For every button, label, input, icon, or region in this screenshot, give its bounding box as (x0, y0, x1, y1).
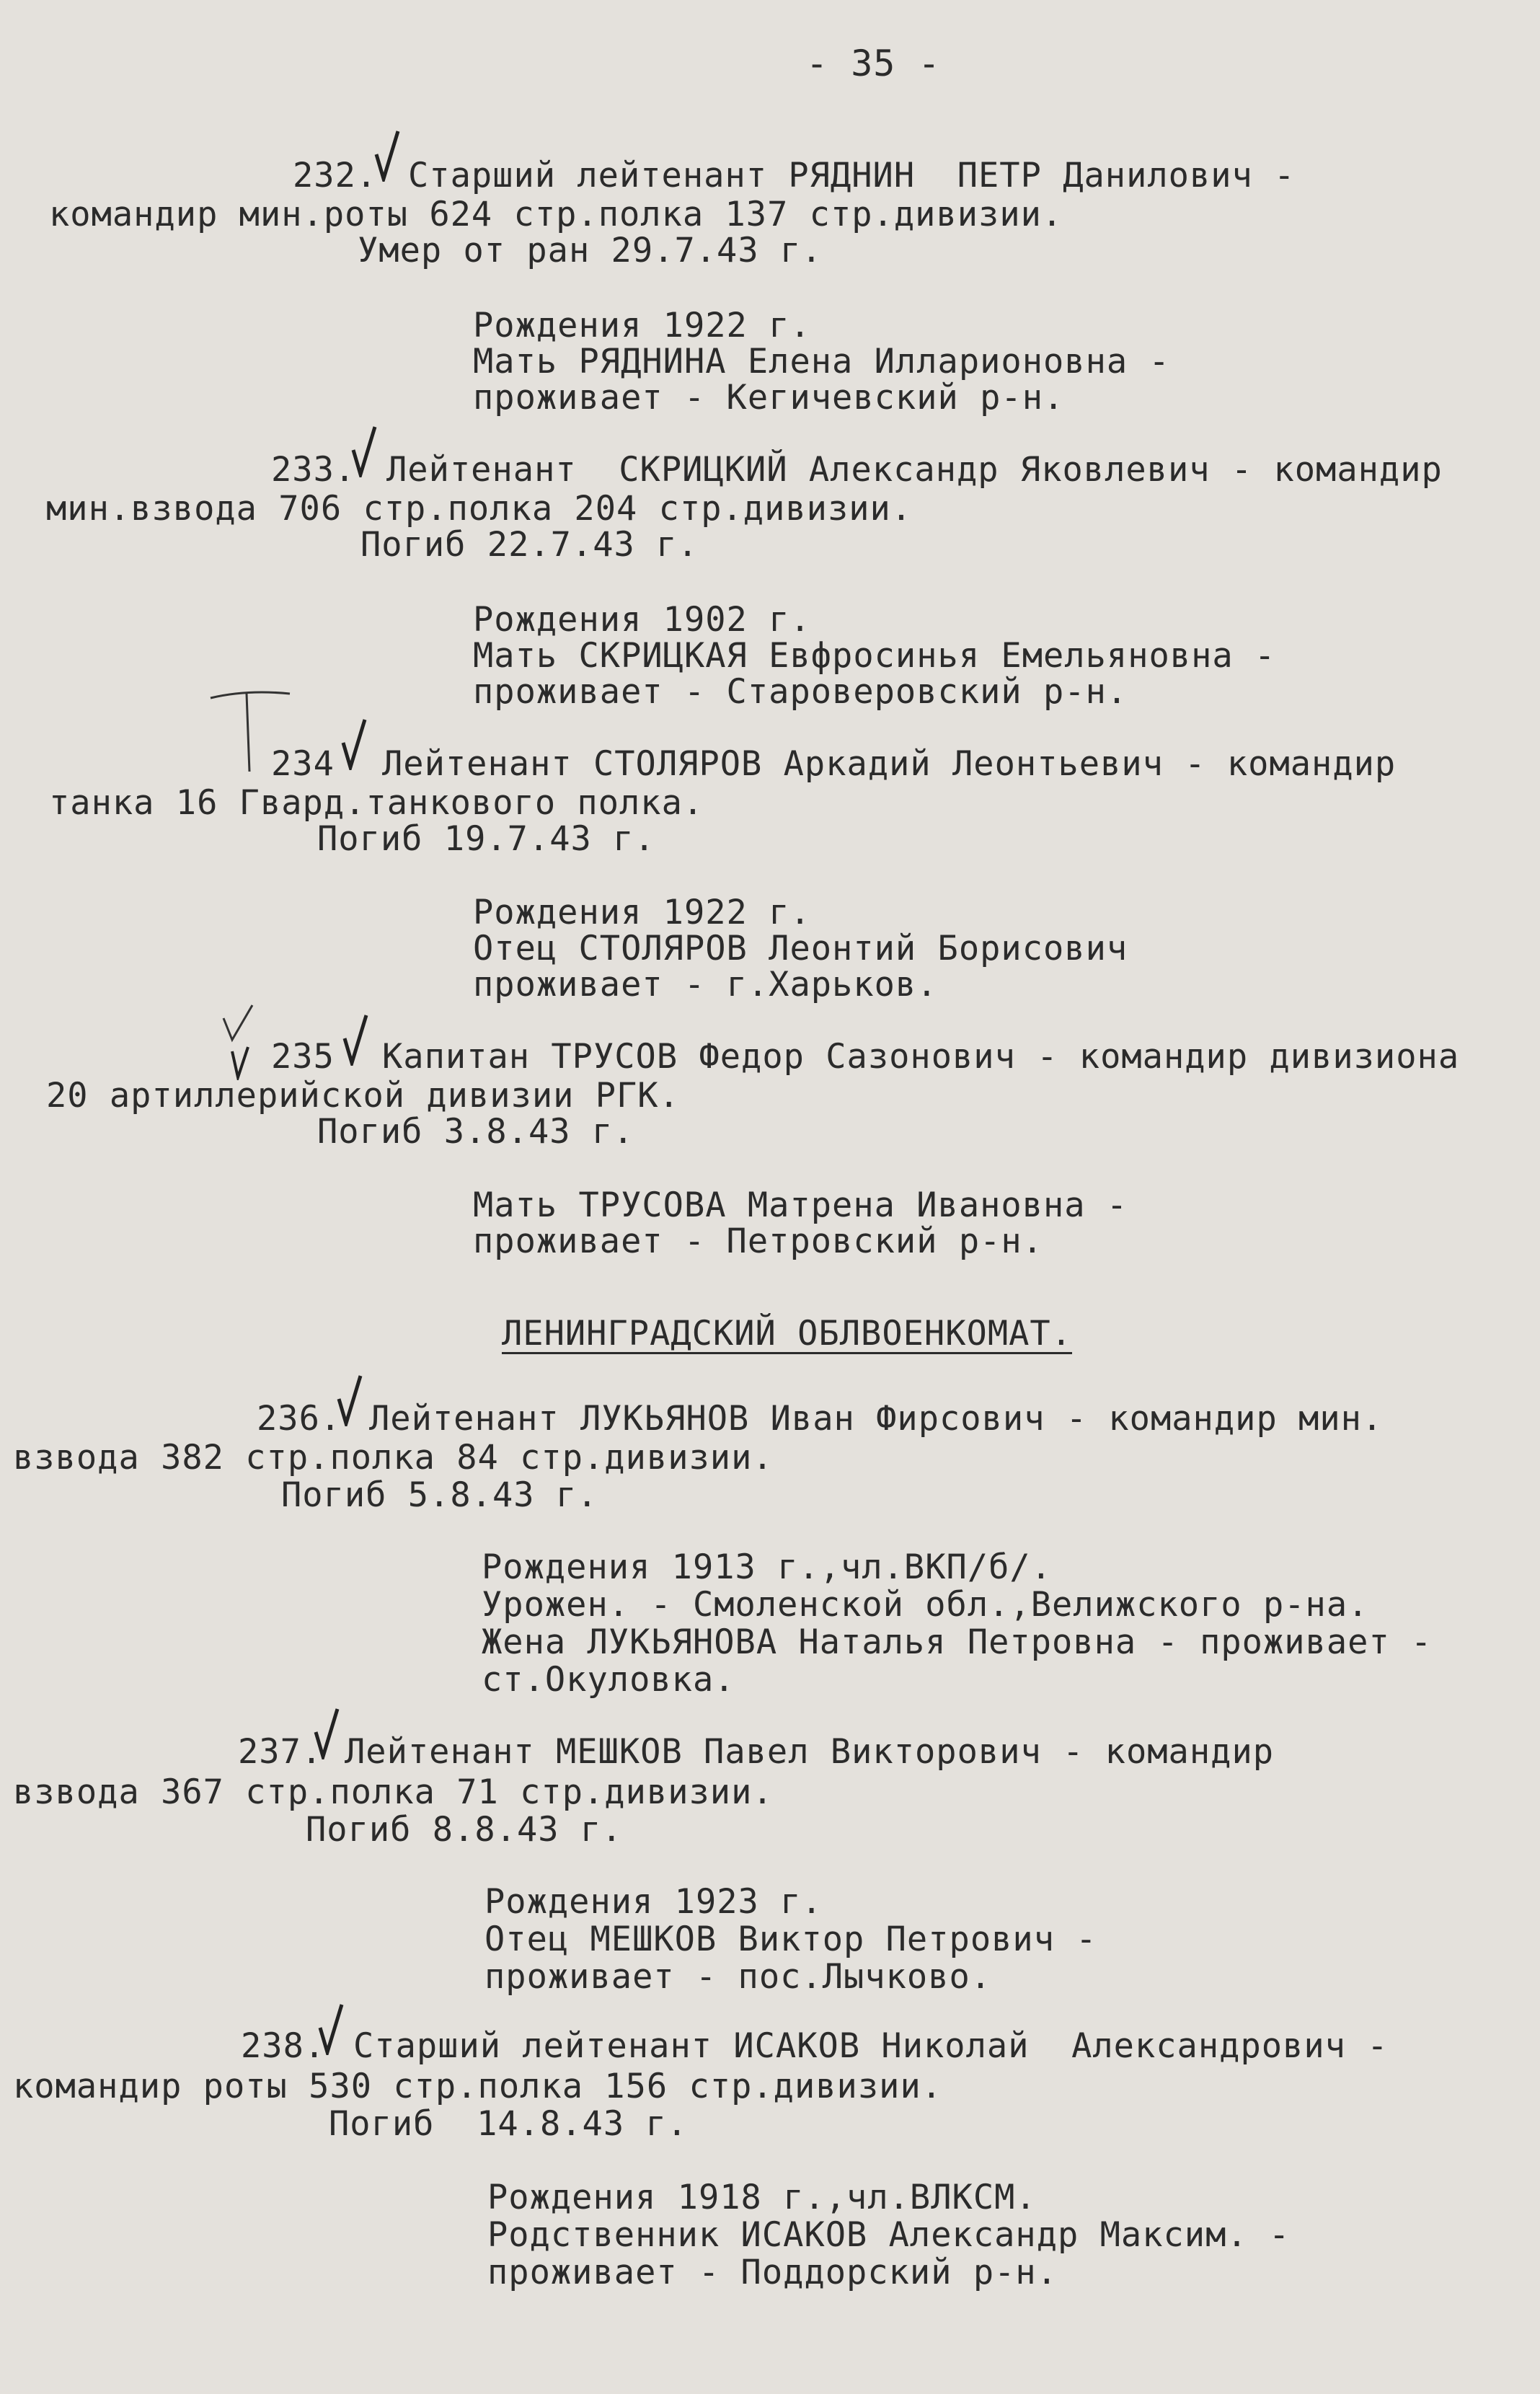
entry-detail: проживает - г.Харьков. (473, 965, 938, 1004)
entry-status: Погиб 5.8.43 г. (281, 1475, 598, 1515)
entry-detail: Отец МЕШКОВ Виктор Петрович - (484, 1920, 1097, 1959)
entry-line: Лейтенант ЛУКЬЯНОВ Иван Фирсович - командир мин. (369, 1399, 1384, 1439)
page-number: - 35 - (806, 43, 941, 84)
entry-status: Умер от ран 29.7.43 г. (358, 231, 823, 270)
entry-detail: Рождения 1913 г.,чл.ВКП/б/. (482, 1547, 1053, 1587)
entry-detail: Рождения 1918 г.,чл.ВЛКСМ. (487, 2178, 1037, 2217)
entry-detail: Рождения 1922 г. (473, 306, 811, 345)
entry-line: 20 артиллерийской дивизии РГК. (46, 1076, 680, 1116)
margin-check-icon (221, 1002, 257, 1046)
entry-detail: Отец СТОЛЯРОВ Леонтий Борисович (473, 929, 1128, 968)
entry-line: взвода 367 стр.полка 71 стр.дивизии. (13, 1772, 774, 1812)
entry-detail: проживает - Петровский р-н. (473, 1222, 1044, 1261)
checkmark-icon (342, 1012, 371, 1066)
entry-line: мин.взвода 706 стр.полка 204 стр.дивизии. (46, 489, 913, 529)
checkmark-icon (336, 1373, 365, 1426)
checkmark-icon (340, 717, 369, 770)
entry-line: командир мин.роты 624 стр.полка 137 стр.дивизии. (49, 195, 1063, 234)
entry-number: 237. (238, 1732, 323, 1772)
entry-detail: проживает - Кегичевский р-н. (473, 378, 1065, 418)
entry-detail: Жена ЛУКЬЯНОВА Наталья Петровна - проживает - (482, 1622, 1433, 1662)
entry-detail: Урожен. - Смоленской обл.,Велижского р-на. (482, 1585, 1369, 1625)
entry-line: Старший лейтенант ИСАКОВ Николай Александрович - (353, 2026, 1389, 2066)
checkmark-icon (373, 128, 402, 182)
entry-status: Погиб 22.7.43 г. (360, 525, 699, 565)
entry-status: Погиб 3.8.43 г. (317, 1112, 634, 1152)
entry-number: 238. (241, 2026, 326, 2066)
entry-line: Старший лейтенант РЯДНИН ПЕТР Данилович - (408, 156, 1296, 195)
entry-detail: Мать СКРИЦКАЯ Евфросинья Емельяновна - (473, 636, 1276, 676)
entry-detail: Мать РЯДНИНА Елена Илларионовна - (473, 342, 1170, 381)
entry-number: 234 (271, 744, 335, 784)
section-heading: ЛЕНИНГРАДСКИЙ ОБЛВОЕНКОМАТ. (502, 1314, 1073, 1353)
checkmark-icon (317, 2002, 346, 2055)
entry-line: Лейтенант МЕШКОВ Павел Викторович - командир (345, 1732, 1275, 1772)
entry-line: Лейтенант СТОЛЯРОВ Аркадий Леонтьевич - командир (382, 744, 1397, 784)
entry-status: Погиб 19.7.43 г. (317, 819, 655, 859)
entry-number: 232. (293, 156, 378, 195)
entry-line: танка 16 Гвард.танкового полка. (49, 783, 704, 823)
entry-detail: Родственник ИСАКОВ Александр Максим. - (487, 2215, 1291, 2255)
entry-line: взвода 382 стр.полка 84 стр.дивизии. (13, 1438, 774, 1478)
checkmark-icon (229, 1044, 251, 1080)
entry-detail: проживает - Поддорский р-н. (487, 2253, 1058, 2292)
entry-detail: Рождения 1902 г. (473, 600, 811, 640)
entry-detail: проживает - Староверовский р-н. (473, 672, 1128, 712)
entry-detail: проживает - пос.Лычково. (484, 1957, 992, 1997)
entry-line: командир роты 530 стр.полка 156 стр.дивизии. (13, 2067, 943, 2106)
entry-detail: ст.Окуловка. (482, 1660, 735, 1700)
entry-number: 236. (257, 1399, 342, 1439)
entry-detail: Рождения 1922 г. (473, 893, 811, 932)
checkmark-icon (313, 1706, 342, 1759)
entry-number: 235 (271, 1037, 335, 1077)
entry-line: Капитан ТРУСОВ Федор Сазонович - командир дивизиона (382, 1037, 1460, 1077)
entry-detail: Рождения 1923 г. (484, 1882, 823, 1922)
entry-status: Погиб 8.8.43 г. (306, 1810, 623, 1850)
entry-detail: Мать ТРУСОВА Матрена Ивановна - (473, 1185, 1128, 1225)
entry-line: Лейтенант СКРИЦКИЙ Александр Яковлевич - командир (386, 450, 1443, 490)
entry-number: 233. (271, 450, 356, 490)
entry-status: Погиб 14.8.43 г. (329, 2104, 689, 2144)
checkmark-icon (350, 424, 379, 477)
